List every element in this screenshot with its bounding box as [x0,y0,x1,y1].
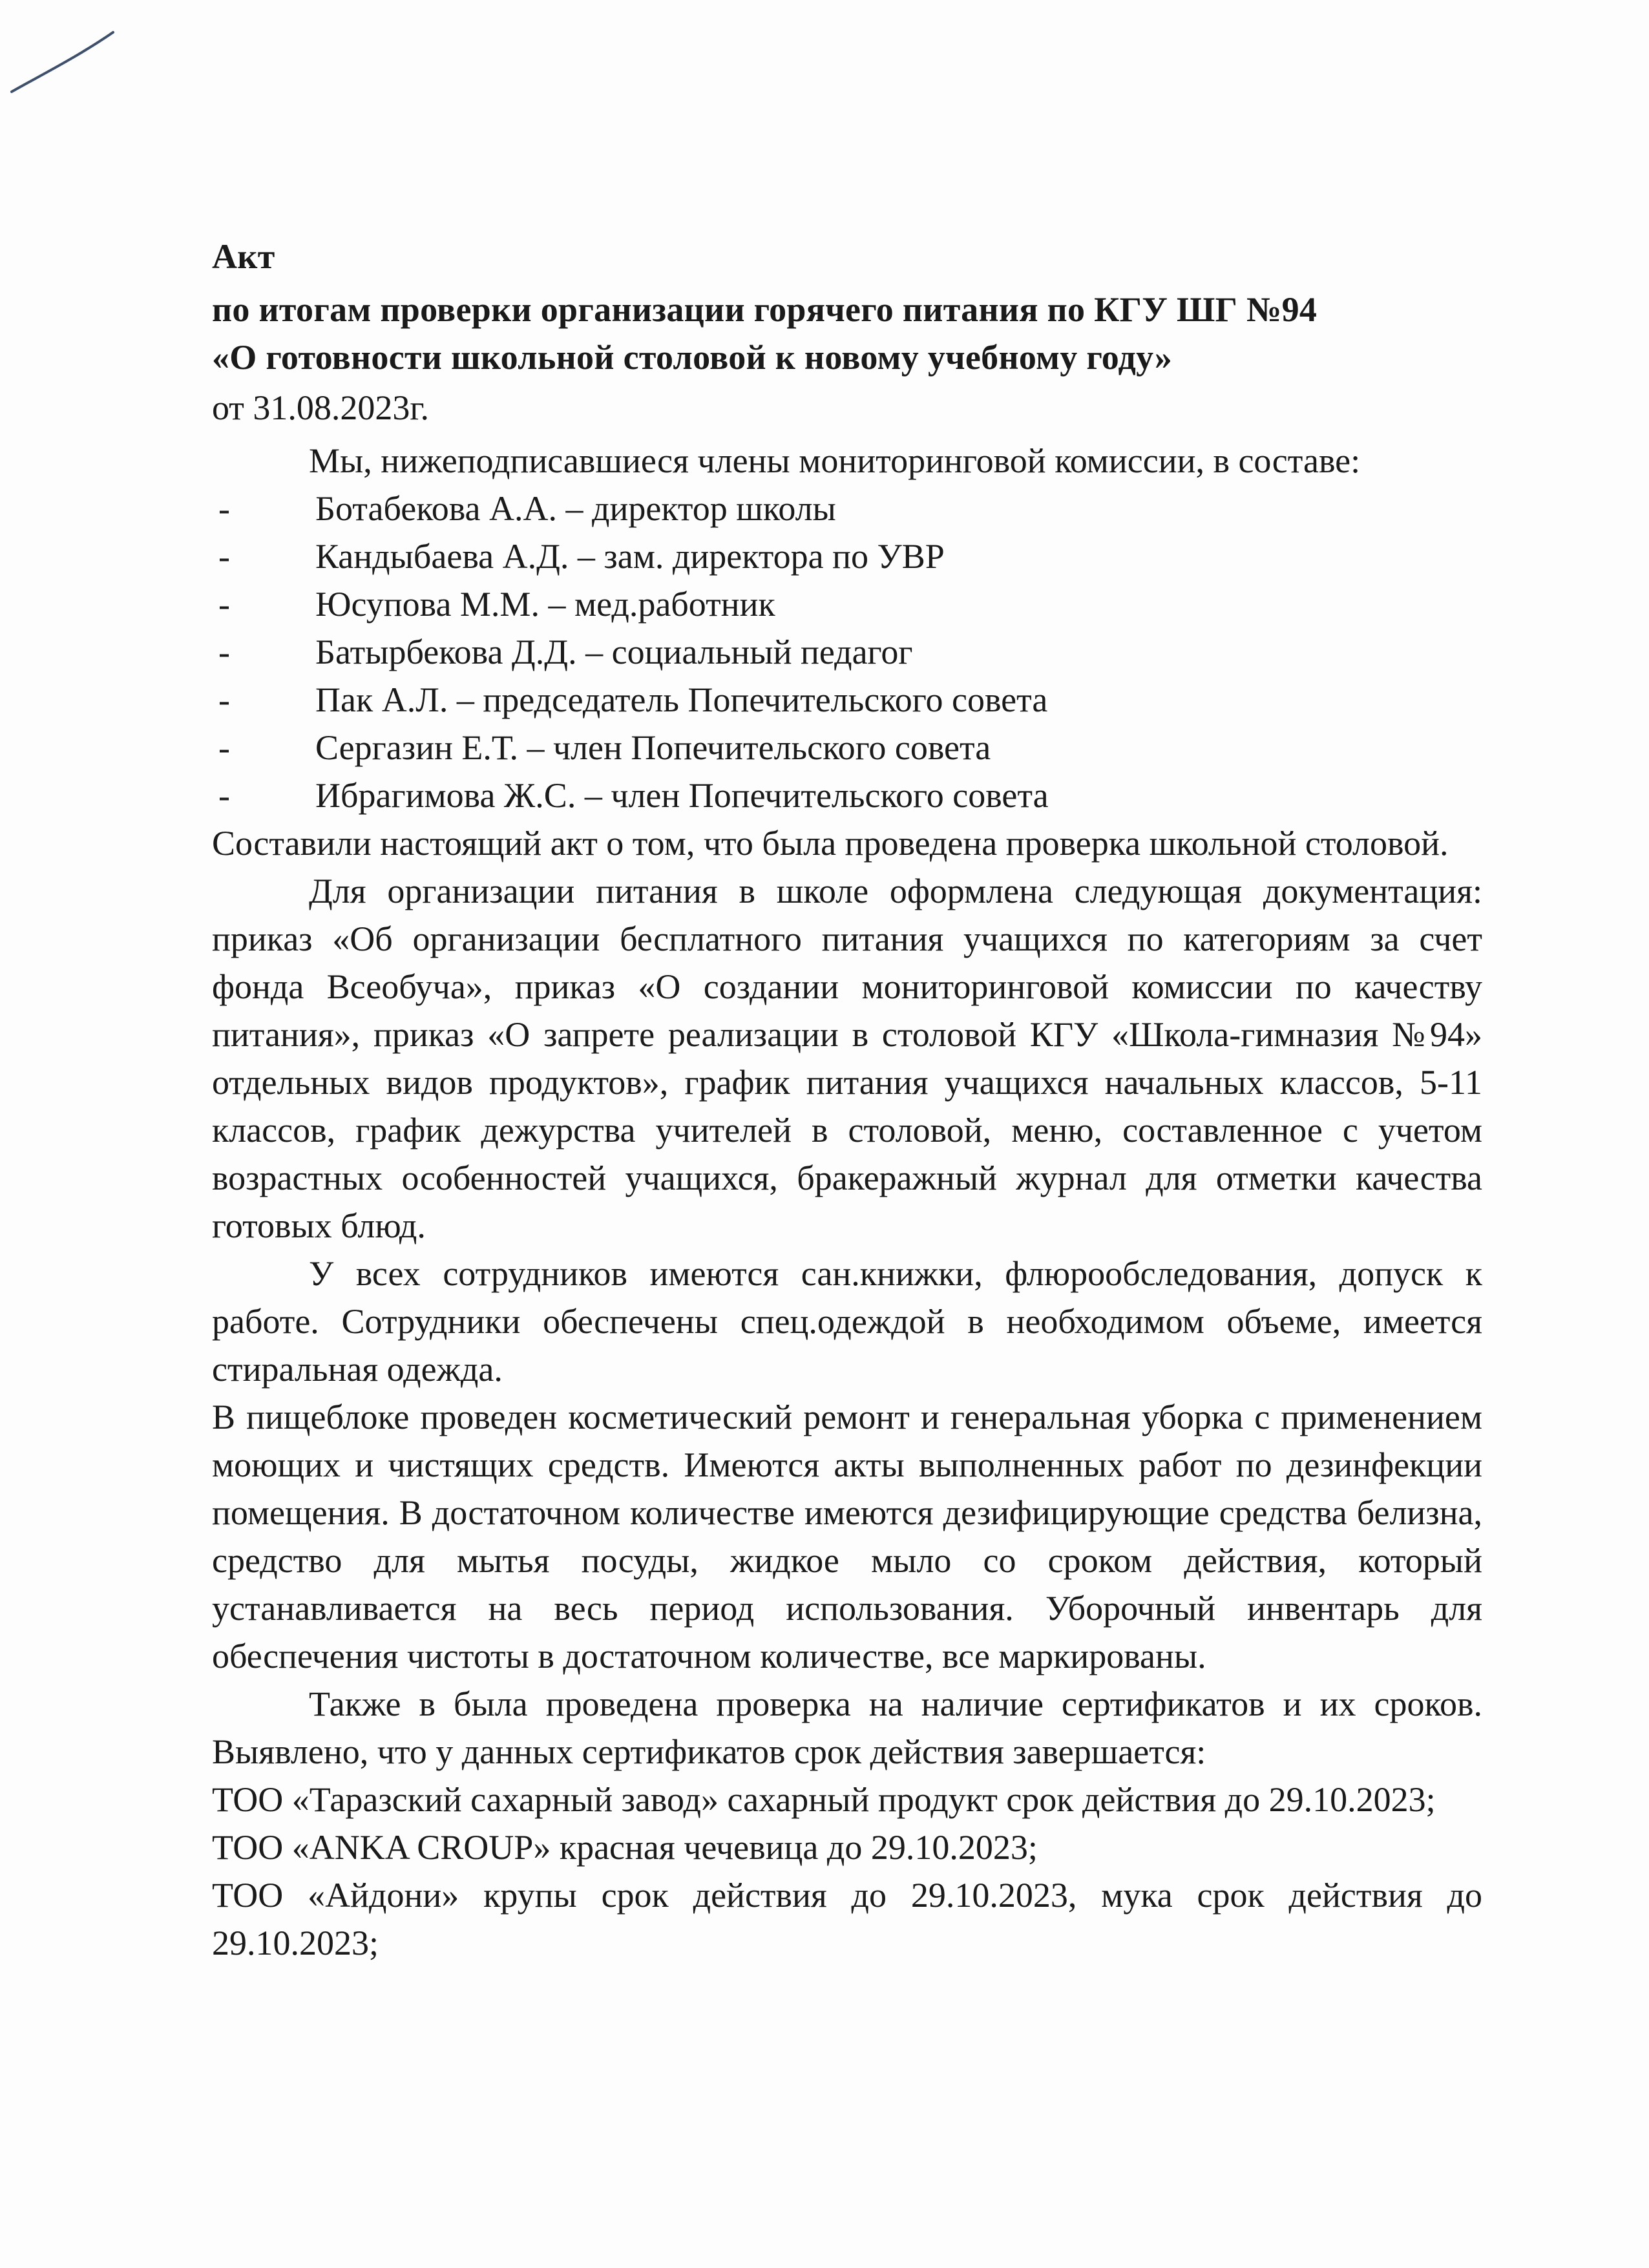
document-body [212,233,1482,1967]
member-item [212,532,1482,580]
document-subtitle: по итогам проверки организации горячего питания по КГУ ШГ №94 [212,290,1318,329]
member-text: Кандыбаева А.Д. – зам. директора по УВР [315,537,945,576]
member-text: Пак А.Л. – председатель Попечительского совета [315,680,1048,719]
list-dash: - [218,585,230,624]
document-topic: «О готовности школьной столовой к новому учебному году» [212,338,1173,377]
member-item [212,772,1482,819]
list-dash: - [218,728,230,767]
member-item [212,485,1482,532]
paragraph-act-statement: Составили настоящий акт о том, что была проведена проверка школьной столовой. [212,824,1449,863]
certificate-item: ТОО «Таразский сахарный завод» сахарный продукт срок действия до 29.10.2023; [212,1780,1436,1819]
member-item [212,676,1482,724]
member-text: Ботабекова А.А. – директор школы [315,489,836,528]
certificate-item: ТОО «Айдони» крупы срок действия до 29.10.2023, мука срок действия до 29.10.2023; [212,1876,1482,1962]
member-item [212,628,1482,676]
pen-stroke-mark [6,19,116,97]
paragraph-cleaning: В пищеблоке проведен косметический ремонт и генеральная уборка с применением моющих и чистящих средств. Имеются акты выполненных работ по дезинфекции помещения. В достаточном количестве имеются дезифицирующие средства белизна, средство для мытья посуды, жидкое мыло со сроком действия, который устанавливается на весь период использования. Уборочный инвентарь для обеспечения чистоты в достаточном количестве, все маркированы. [212,1398,1482,1675]
list-dash: - [218,633,230,671]
certificate-item: ТОО «ANKA CROUP» красная чечевица до 29.10.2023; [212,1828,1038,1867]
paragraph-staff: У всех сотрудников имеются сан.книжки, флюрообследования, допуск к работе. Сотрудники обеспечены спец.одеждой в необходимом объеме, имеется стиральная одежда. [212,1254,1482,1389]
member-text: Батырбекова Д.Д. – социальный педагог [315,633,913,671]
paragraph-documentation: Для организации питания в школе оформлена следующая документация: приказ «Об организации бесплатного питания учащихся по категориям за счет фонда Всеобуча», приказ «О создании мониторинговой комиссии по качеству питания», приказ «О запрете реализации в столовой КГУ «Школа-гимназия №94» отдельных видов продуктов», график питания учащихся начальных классов, 5-11 классов, график дежурства учителей в столовой, меню, составленное с учетом возрастных особенностей учащихся, бракеражный журнал для отметки качества готовых блюд. [212,872,1482,1245]
member-text: Юсупова М.М. – мед.работник [315,585,775,624]
list-dash: - [218,680,230,719]
member-item [212,724,1482,772]
member-text: Сергазин Е.Т. – член Попечительского совета [315,728,991,767]
list-dash: - [218,776,230,815]
list-dash: - [218,489,230,528]
commission-intro: Мы, нижеподписавшиеся члены мониторинговой комиссии, в составе: [309,441,1361,480]
document-title: Акт [212,237,275,276]
member-item [212,580,1482,628]
document-date: от 31.08.2023г. [212,388,429,427]
commission-members-list [212,485,1482,819]
paragraph-certificates: Также в была проведена проверка на наличие сертификатов и их сроков. Выявлено, что у данных сертификатов срок действия завершается: [212,1685,1482,1771]
member-text: Ибрагимова Ж.С. – член Попечительского совета [315,776,1049,815]
list-dash: - [218,537,230,576]
